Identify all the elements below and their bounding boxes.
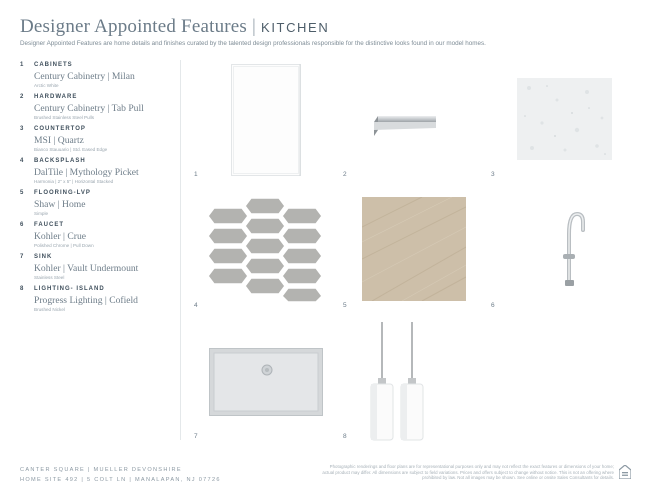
- image-label: 3: [491, 171, 495, 178]
- image-label: 7: [194, 433, 198, 440]
- feature-number: 1: [20, 62, 25, 68]
- feature-product: Progress Lighting | Cofield: [34, 295, 138, 306]
- feature-heading: LIGHTING- ISLAND: [34, 286, 105, 292]
- feature-product: Kohler | Vault Undermount: [34, 263, 139, 274]
- feature-finish: Arctic White: [34, 83, 59, 88]
- faucet-image: [555, 208, 585, 288]
- feature-heading: FAUCET: [34, 222, 64, 228]
- feature-heading: HARDWARE: [34, 94, 78, 100]
- image-label: 1: [194, 171, 198, 178]
- pendant-lights-image: [367, 322, 431, 442]
- feature-finish: Stainless Steel: [34, 275, 65, 280]
- feature-item-faucet: [20, 222, 170, 254]
- feature-product: MSI | Quartz: [34, 135, 84, 146]
- feature-finish: Harmonia | 2" x 5" | Horizontal Stacked: [34, 179, 114, 184]
- feature-item-backsplash: [20, 158, 170, 190]
- footer-address: [20, 467, 221, 487]
- feature-finish: Brushed Nickel: [34, 307, 65, 312]
- feature-item-flooring: [20, 190, 170, 222]
- lvp-flooring-image: [362, 197, 466, 301]
- divider-line: [180, 60, 181, 440]
- title-separator: |: [252, 16, 257, 37]
- feature-heading: COUNTERTOP: [34, 126, 86, 132]
- page-title: [20, 16, 329, 38]
- feature-number: 3: [20, 126, 25, 132]
- feature-product: Kohler | Crue: [34, 231, 87, 242]
- image-label: 6: [491, 302, 495, 309]
- image-label: 4: [194, 302, 198, 309]
- feature-item-lighting: [20, 286, 170, 318]
- feature-heading: BACKSPLASH: [34, 158, 86, 164]
- feature-number: 8: [20, 286, 25, 292]
- feature-product: DalTile | Mythology Picket: [34, 167, 139, 178]
- intro-text: Designer Appointed Features are home details and finishes curated by the talented design professionals responsible for the distinctive looks found in our model homes.: [20, 40, 486, 47]
- feature-item-countertop: [20, 126, 170, 158]
- quartz-countertop-image: [517, 78, 612, 160]
- feature-item-hardware: [20, 94, 170, 126]
- footer-community: CANTER SQUARE | MUELLER DEVONSHIRE: [20, 467, 182, 473]
- category-label: KITCHEN: [261, 20, 330, 35]
- image-label: 5: [343, 302, 347, 309]
- cabinet-door-image: [231, 64, 301, 176]
- feature-heading: FLOORING-LVP: [34, 190, 91, 196]
- feature-item-sink: [20, 254, 170, 286]
- feature-product: Shaw | Home: [34, 199, 86, 210]
- footer-homesite: HOME SITE 492 | 5 COLT LN | MANALAPAN, NJ 07726: [20, 477, 221, 483]
- picket-backsplash-image: [208, 196, 324, 304]
- tab-pull-image: [370, 108, 440, 140]
- feature-heading: CABINETS: [34, 62, 73, 68]
- feature-number: 4: [20, 158, 25, 164]
- feature-number: 7: [20, 254, 25, 260]
- image-label: 2: [343, 171, 347, 178]
- sink-image: [209, 348, 323, 416]
- feature-finish: Simple: [34, 211, 49, 216]
- disclaimer-text: Photographic renderings and floor plans are for representational purposes only and may not reflect the exact features or dimensions of your home; actual product may differ. All dimensions are subject to field variations. Prices and offers subject to change without notice. This is not an offering where prohibited by law. Not all images may be shown. See online or onsite Sales Consultants for details.: [322, 464, 614, 481]
- title-text: Designer Appointed Features: [20, 16, 248, 37]
- feature-finish: Brushed Stainless Steel Pulls: [34, 115, 95, 120]
- feature-number: 6: [20, 222, 25, 228]
- feature-finish: Polished Chrome | Pull Down: [34, 243, 94, 248]
- feature-number: 5: [20, 190, 25, 196]
- feature-heading: SINK: [34, 254, 53, 260]
- feature-product: Century Cabinetry | Tab Pull: [34, 103, 144, 114]
- equal-housing-icon: [619, 465, 631, 479]
- feature-finish: Bianco Stauuario | Std. Eased Edge: [34, 147, 108, 152]
- feature-number: 2: [20, 94, 25, 100]
- feature-product: Century Cabinetry | Milan: [34, 71, 135, 82]
- image-label: 8: [343, 433, 347, 440]
- feature-item-cabinets: [20, 62, 170, 94]
- feature-list: [20, 62, 170, 318]
